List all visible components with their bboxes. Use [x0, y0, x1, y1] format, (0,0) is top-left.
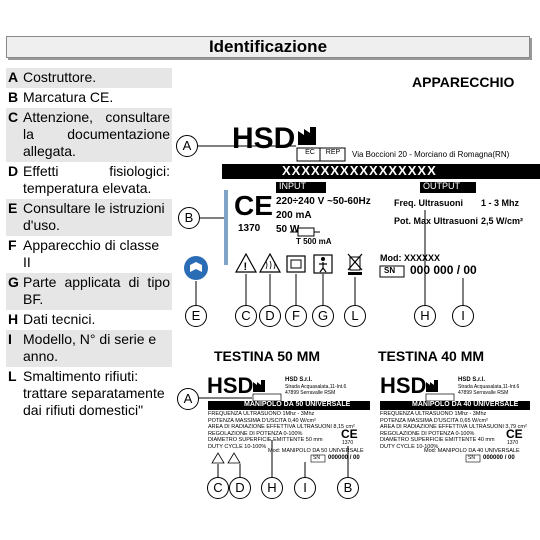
- callout-i: I: [452, 305, 474, 327]
- callout-a: A: [176, 135, 198, 157]
- t40-ce-number: 1370: [507, 440, 519, 446]
- legend-item-i: I Modello, N° di serie e anno.: [6, 330, 172, 367]
- t40-sn-label: SN: [468, 455, 475, 461]
- t40-ce: CE: [506, 427, 523, 441]
- manufacturer-icon: [298, 127, 316, 145]
- ec-label: EC: [305, 149, 315, 156]
- legend-item-c: C Attenzione, consultare la documentazione allegata.: [6, 108, 172, 162]
- legend-item-l: L Smaltimento rifiuti: trattare separatamente dai rifiuti domestici": [8, 368, 165, 418]
- power-text: 50 W: [276, 224, 300, 235]
- voltage-text: 220÷240 V ~50-60Hz: [276, 196, 371, 207]
- t50-addr2: 47899 Serravalle RSM: [285, 390, 336, 396]
- legend-item-g: G Parte applicata di tipo BF.: [6, 273, 172, 310]
- freq-value: 1 - 3 Mhz: [481, 198, 520, 208]
- t50-sn: 000000 / 00: [328, 455, 360, 461]
- t40-company: HSD S.r.l.: [458, 377, 486, 383]
- t50-callout-i: I: [294, 477, 316, 499]
- t50-callout-a: A: [177, 388, 199, 410]
- t50-addr1: Strada Acquasalata,11-Int.6: [285, 384, 347, 390]
- legend-item-h: H Dati tecnici.: [8, 311, 96, 327]
- t40-addr2: 47899 Serravalle RSM: [458, 390, 509, 396]
- svg-text:!: !: [243, 261, 248, 273]
- callout-f: F: [285, 305, 307, 327]
- callout-h: H: [414, 305, 436, 327]
- pot-value: 2,5 W/cm²: [481, 216, 524, 226]
- input-tag: INPUT: [279, 181, 306, 191]
- t40-addr1: Strada Acquasalata,11-Int.6: [458, 384, 520, 390]
- current-text: 200 mA: [276, 210, 312, 221]
- hsd-logo: HSD: [232, 122, 296, 155]
- testina40-heading: TESTINA 40 MM: [378, 348, 485, 364]
- t50-mod: Mod: MANIPOLO DA 50 UNIVERSALE: [268, 448, 364, 454]
- callout-l: L: [344, 305, 366, 327]
- t50-company: HSD S.r.l.: [285, 377, 313, 383]
- t50-callout-c: C: [207, 477, 229, 499]
- fuse-text: T 500 mA: [296, 237, 332, 246]
- waste-bin-icon: [348, 254, 362, 275]
- apparecchio-heading: APPARECCHIO: [412, 74, 515, 90]
- output-tag: OUTPUT: [423, 181, 460, 191]
- t40-band-text: MANIPOLO DA 40 UNIVERSALE: [412, 401, 519, 408]
- t40-specs: FREQUENZA ULTRASUONO 1Mhz - 3Mhz POTENZA MASSIMA D'USCITA 0,65 W/cm² AREA DI RADIAZIONE EFFETTIVA ULTRASUONI 3,79 cm² REGOLAZIONE DI POTENZA 0-100% DIAMETRO SUPERFICIE EMITTENTE 40 mm DUTY CYCLE 10-100%: [380, 411, 527, 450]
- legend-item-e: E Consultare le istruzioni d'uso.: [6, 199, 172, 236]
- legend-item-f: F Apparecchio di classe II: [8, 237, 160, 270]
- serial-band-text: XXXXXXXXXXXXXXXX: [282, 163, 437, 178]
- t50-callout-d: D: [229, 477, 251, 499]
- callout-g: G: [312, 305, 334, 327]
- hsd-logo-50: HSD: [207, 373, 254, 398]
- t40-mod: Mod: MANIPOLO DA 40 UNIVERSALE: [424, 448, 520, 454]
- sn-label: SN: [384, 266, 396, 275]
- legend-item-b: B Marcatura CE.: [8, 89, 114, 105]
- hot-surface-icon: [260, 254, 280, 272]
- ce-mark: CE: [234, 190, 273, 221]
- model-text: Mod: XXXXXX: [380, 253, 441, 263]
- pot-label: Pot. Max Ultrasuoni: [394, 216, 479, 226]
- t40-sn: 000000 / 00: [483, 455, 515, 461]
- t50-callout-b: B: [337, 477, 359, 499]
- callout-c: C: [235, 305, 257, 327]
- section-title: Identificazione: [6, 36, 530, 58]
- callout-b: B: [178, 207, 200, 229]
- freq-label: Freq. Ultrasuoni: [394, 198, 464, 208]
- legend-item-d: D Effetti fisiologici: temperatura elevata.: [8, 163, 170, 196]
- hsd-logo-40: HSD: [380, 373, 427, 398]
- t50-callout-h: H: [261, 477, 283, 499]
- callout-d: D: [259, 305, 281, 327]
- callout-e: E: [185, 305, 207, 327]
- t50-band-text: MANIPOLO DA 50 UNIVERSALE: [244, 401, 351, 408]
- address-text: Via Boccioni 20 - Morciano di Romagna(RN): [352, 150, 510, 159]
- ce-number: 1370: [238, 223, 261, 234]
- t50-sn-label: SN: [313, 455, 320, 461]
- t50-ce: CE: [341, 427, 358, 441]
- legend-item-a: A Costruttore.: [6, 68, 172, 88]
- t50-ce-number: 1370: [342, 440, 354, 446]
- rep-label: REP: [325, 149, 341, 156]
- t50-specs: FREQUENZA ULTRASUONO 1Mhz - 3Mhz POTENZA MASSIMA D'USCITA 0,40 W/cm² AREA DI RADIAZIONE EFFETTIVA ULTRASUONI 8,15 cm² REGOLAZIONE DI POTENZA 0-100% DIAMETRO SUPERFICIE EMITTENTE 50 mm DUTY CYCLE 10-100%: [208, 411, 355, 450]
- testina50-heading: TESTINA 50 MM: [214, 348, 321, 364]
- sn-value: 000 000 / 00: [410, 263, 477, 277]
- label-edge: [224, 190, 228, 265]
